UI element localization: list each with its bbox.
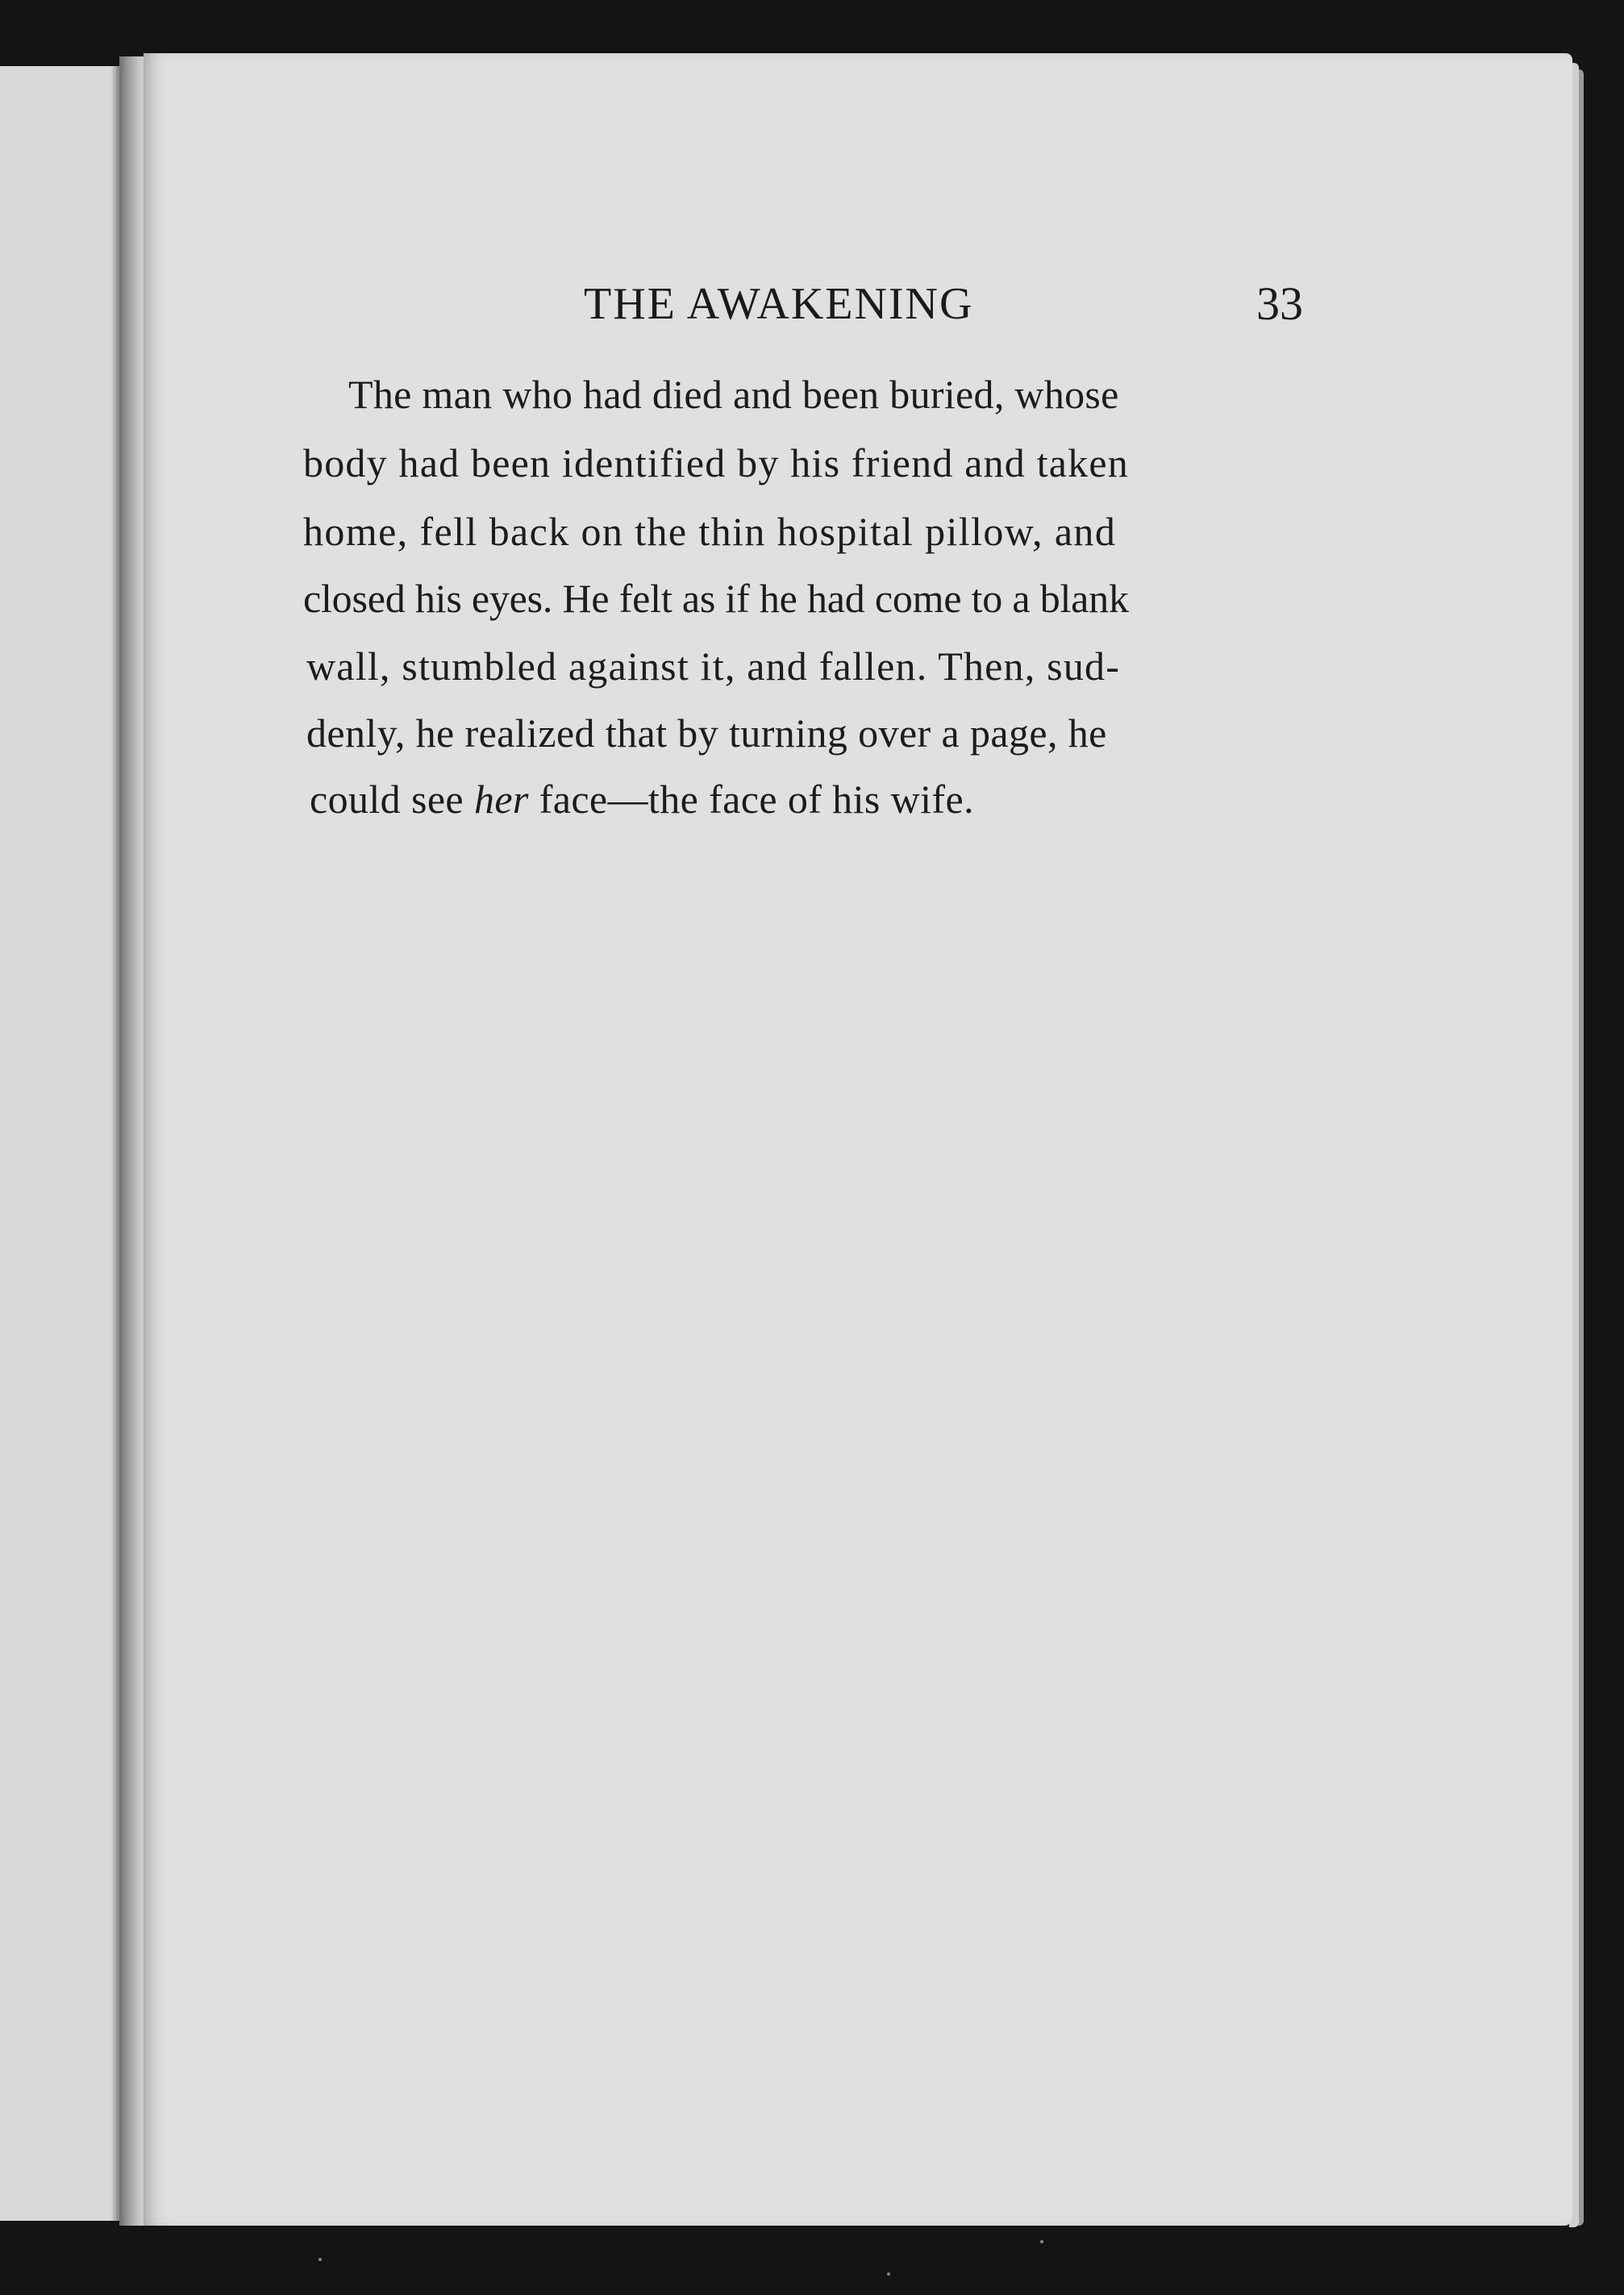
dust-speck [887,2272,890,2276]
body-line: closed his eyes. He felt as if he had come to a blank [303,576,1129,621]
body-line-last [310,776,974,823]
facing-page-edge [0,66,119,2221]
body-line: The man who had died and been buried, whose [348,372,1119,417]
running-head: THE AWAKENING [584,279,974,329]
dust-speck [1040,2240,1043,2243]
body-line: wall, stumbled against it, and fallen. Then, sud- [306,644,1121,689]
dust-speck [319,2258,322,2261]
page-number: 33 [1256,277,1303,330]
body-line: denly, he realized that by turning over a page, he [306,710,1107,756]
body-line: home, fell back on the thin hospital pillow, and [303,509,1117,554]
body-text: could see [310,777,474,822]
italic-word: her [473,777,529,822]
body-text: face—the face of his wife. [528,777,974,822]
body-line: body had been identified by his friend and taken [303,440,1129,485]
